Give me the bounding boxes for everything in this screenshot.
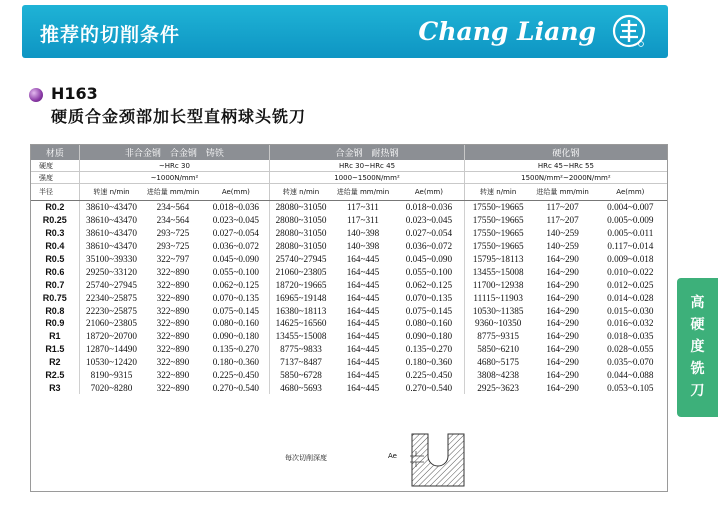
value-cell: 5850~6210 [464,343,531,356]
value-cell: 322~890 [156,382,190,393]
value-cell: 164~445 [346,305,380,316]
hardness-value: HRc 30~HRc 45 [270,160,465,172]
value-cell: 28080~31050 [270,214,332,227]
bullet-icon [29,88,43,102]
value-cell: 38610~43470 [79,201,143,214]
value-cell: 28080~31050 [270,227,332,240]
value-cell: 0.117~0.014 [607,241,654,252]
radius-cell: R0.5 [45,254,65,264]
value-cell: 0.062~0.125 [212,279,260,290]
value-cell: 0.005~0.011 [607,228,654,239]
value-cell: 22340~25875 [79,291,143,304]
value-cell: 0.055~0.100 [405,266,453,277]
table-row [31,369,667,382]
col-speed: 转速 n/min [79,184,143,201]
value-cell: 0.036~0.072 [405,241,453,252]
radius-cell: R2 [49,357,61,368]
value-cell: 25740~27945 [270,253,332,266]
value-cell: 0.090~0.180 [212,331,260,342]
table-row [31,356,667,369]
value-cell: 17550~19665 [464,240,531,253]
value-cell: 117~311 [347,202,379,213]
value-cell: 164~445 [346,266,380,277]
value-cell: 0.023~0.045 [212,215,260,226]
value-cell: 0.016~0.032 [607,318,654,329]
value-cell: 164~445 [346,382,380,393]
value-cell: 16380~18113 [270,304,332,317]
group-header: 非合金钢 合金钢 铸铁 [79,145,270,160]
radius-cell: R0.75 [42,292,67,303]
value-cell: 0.018~0.036 [212,202,260,213]
value-cell: 0.027~0.054 [212,228,260,239]
value-cell: 0.015~0.030 [607,305,654,316]
value-cell: 10530~12420 [79,356,143,369]
value-cell: 10530~11385 [464,304,531,317]
value-cell: 322~890 [156,331,190,342]
table-row [31,330,667,343]
value-cell: 0.027~0.054 [405,228,453,239]
value-cell: 21060~23805 [79,317,143,330]
value-cell: 0.014~0.028 [607,292,654,303]
value-cell: 0.180~0.360 [405,357,453,368]
value-cell: 164~445 [346,331,380,342]
table-row [31,240,667,253]
value-cell: 322~890 [156,305,190,316]
value-cell: 0.180~0.360 [212,357,260,368]
value-cell: 0.270~0.540 [405,382,453,393]
value-cell: 117~207 [546,215,579,226]
value-cell: 322~890 [156,279,190,290]
cutting-conditions-table [30,144,668,492]
col-feed: 进给量 mm/min [332,184,394,201]
value-cell: 16965~19148 [270,291,332,304]
value-cell: 0.225~0.450 [405,370,453,381]
strength-value: 1000~1500N/mm² [270,172,465,184]
value-cell: 15795~18113 [464,253,531,266]
value-cell: 0.080~0.160 [405,318,453,329]
value-cell: 4680~5693 [270,381,332,394]
value-cell: 0.009~0.018 [607,254,654,264]
value-cell: 164~290 [546,370,579,381]
value-cell: 0.004~0.007 [607,202,654,213]
value-cell: 38610~43470 [79,240,143,253]
value-cell: 0.035~0.070 [607,357,654,368]
table-row [31,381,667,394]
value-cell: 0.075~0.145 [405,305,453,316]
value-cell: 164~445 [346,344,380,355]
cut-depth-caption: 每次切削深度 [285,454,327,462]
category-side-tab[interactable] [677,278,718,417]
table-row [31,201,667,214]
group-header: 合金钢 耐热钢 [270,145,465,160]
value-cell: 234~564 [156,202,190,213]
value-cell: 0.070~0.135 [405,292,453,303]
col-ae: Ae(mm) [203,184,270,201]
value-cell: 0.135~0.270 [212,344,260,355]
radius-cell: R0.25 [42,215,67,226]
radius-cell: R0.8 [45,305,65,316]
radius-cell: R0.2 [45,202,65,213]
table-row [31,343,667,356]
value-cell: 117~207 [546,202,579,213]
group-header: 硬化钢 [464,145,667,160]
radius-cell: R0.9 [45,318,65,329]
table-row [31,317,667,330]
brand-name: Chang Liang [418,17,596,46]
value-cell: 322~890 [156,370,190,381]
value-cell: 0.135~0.270 [405,344,453,355]
value-cell: 0.045~0.090 [212,254,260,264]
value-cell: 0.090~0.180 [405,331,453,342]
col-speed: 转速 n/min [464,184,531,201]
value-cell: 117~311 [347,215,379,226]
value-cell: 164~290 [546,318,579,329]
value-cell: 0.062~0.125 [405,279,453,290]
ae-label: Ae [388,452,397,460]
value-cell: 164~290 [546,279,579,290]
radius-cell: R0.6 [45,266,65,277]
value-cell: 322~890 [156,344,190,355]
hardness-row [31,160,667,172]
material-header-row [31,145,667,160]
value-cell: 17550~19665 [464,227,531,240]
table-body [31,201,667,395]
strength-value: 1500N/mm²~2000N/mm² [464,172,667,184]
value-cell: 0.018~0.035 [607,331,654,342]
value-cell: 29250~33120 [79,265,143,278]
value-cell: 164~445 [346,357,380,368]
radius-cell: R0.3 [45,228,65,239]
cutting-depth-diagram [410,432,466,488]
table-row [31,214,667,227]
radius-label: 半径 [31,184,79,201]
value-cell: 2925~3623 [464,381,531,394]
value-cell: 0.053~0.105 [607,382,654,393]
radius-cell: R1 [49,331,61,342]
value-cell: 0.005~0.009 [607,215,654,226]
value-cell: 0.070~0.135 [212,292,260,303]
value-cell: 0.028~0.055 [607,344,654,355]
table-row [31,291,667,304]
strength-label: 强度 [31,172,79,184]
value-cell: 18720~19665 [270,278,332,291]
value-cell: 164~445 [346,292,380,303]
value-cell: 164~445 [346,318,380,329]
hardness-value: HRc 45~HRc 55 [464,160,667,172]
radius-cell: R2.5 [45,370,65,381]
value-cell: 22230~25875 [79,304,143,317]
table-row [31,253,667,266]
value-cell: 140~398 [346,241,380,252]
value-cell: 164~290 [546,266,579,277]
value-cell: 21060~23805 [270,265,332,278]
col-ae: Ae(mm) [394,184,464,201]
side-tab-label: 高 硬 度 铣 刀 [690,295,705,399]
value-cell: 0.012~0.025 [607,279,654,290]
value-cell: 14625~16560 [270,317,332,330]
value-cell: 0.023~0.045 [405,215,453,226]
value-cell: 164~445 [346,254,380,264]
value-cell: 164~290 [546,292,579,303]
value-cell: 164~290 [546,331,579,342]
value-cell: 0.270~0.540 [212,382,260,393]
hardness-label: 硬度 [31,160,79,172]
hardness-value: ~HRc 30 [79,160,270,172]
value-cell: 13455~15008 [270,330,332,343]
value-cell: 322~890 [156,292,190,303]
value-cell: 164~290 [546,254,579,264]
value-cell: 0.036~0.072 [212,241,260,252]
value-cell: 293~725 [156,228,190,239]
value-cell: 140~259 [546,228,579,239]
column-header-row [31,184,667,201]
value-cell: 234~564 [156,215,190,226]
value-cell: 25740~27945 [79,278,143,291]
strength-value: ~1000N/mm² [79,172,270,184]
table-row [31,227,667,240]
value-cell: 164~445 [346,370,380,381]
radius-cell: R0.7 [45,279,65,290]
value-cell: 8775~9315 [464,330,531,343]
value-cell: 17550~19665 [464,214,531,227]
value-cell: 0.055~0.100 [212,266,260,277]
value-cell: 28080~31050 [270,201,332,214]
value-cell: 0.044~0.088 [607,370,654,381]
value-cell: 293~725 [156,241,190,252]
value-cell: 322~890 [156,318,190,329]
value-cell: 9360~10350 [464,317,531,330]
value-cell: 164~290 [546,344,579,355]
value-cell: 8190~9315 [79,369,143,382]
value-cell: 164~290 [546,305,579,316]
value-cell: 17550~19665 [464,201,531,214]
value-cell: 322~797 [156,254,190,264]
value-cell: 5850~6728 [270,369,332,382]
value-cell: 3808~4238 [464,369,531,382]
table-row [31,304,667,317]
value-cell: 0.045~0.090 [405,254,453,264]
value-cell: 164~290 [546,382,579,393]
value-cell: 7020~8280 [79,381,143,394]
value-cell: 7137~8487 [270,356,332,369]
value-cell: 11700~12938 [464,278,531,291]
radius-cell: R0.4 [45,241,65,252]
col-feed: 进给量 mm/min [532,184,594,201]
table-row [31,265,667,278]
value-cell: 0.225~0.450 [212,370,260,381]
value-cell: 35100~39330 [79,253,143,266]
col-speed: 转速 n/min [270,184,332,201]
radius-cell: R1.5 [45,344,65,355]
col-feed: 进给量 mm/min [143,184,202,201]
radius-cell: R3 [49,382,61,393]
product-model: H163 [51,84,98,103]
value-cell: 140~398 [346,228,380,239]
value-cell: 164~445 [346,279,380,290]
header-banner [22,5,668,58]
value-cell: 0.075~0.145 [212,305,260,316]
value-cell: 0.018~0.036 [405,202,453,213]
strength-row [31,172,667,184]
table-row [31,278,667,291]
value-cell: 38610~43470 [79,227,143,240]
value-cell: 13455~15008 [464,265,531,278]
value-cell: 0.010~0.022 [607,266,654,277]
value-cell: 164~290 [546,357,579,368]
value-cell: 322~890 [156,357,190,368]
value-cell: 322~890 [156,266,190,277]
chang-liang-logo-icon [612,14,646,48]
product-name: 硬质合金颈部加长型直柄球头铣刀 [51,107,307,126]
value-cell: 28080~31050 [270,240,332,253]
value-cell: 11115~11903 [464,291,531,304]
col-ae: Ae(mm) [594,184,667,201]
value-cell: 140~259 [546,241,579,252]
value-cell: 12870~14490 [79,343,143,356]
value-cell: 8775~9833 [270,343,332,356]
value-cell: 0.080~0.160 [212,318,260,329]
value-cell: 18720~20700 [79,330,143,343]
value-cell: 4680~5175 [464,356,531,369]
value-cell: 38610~43470 [79,214,143,227]
material-label: 材质 [31,145,79,160]
banner-title: 推荐的切削条件 [40,24,181,46]
